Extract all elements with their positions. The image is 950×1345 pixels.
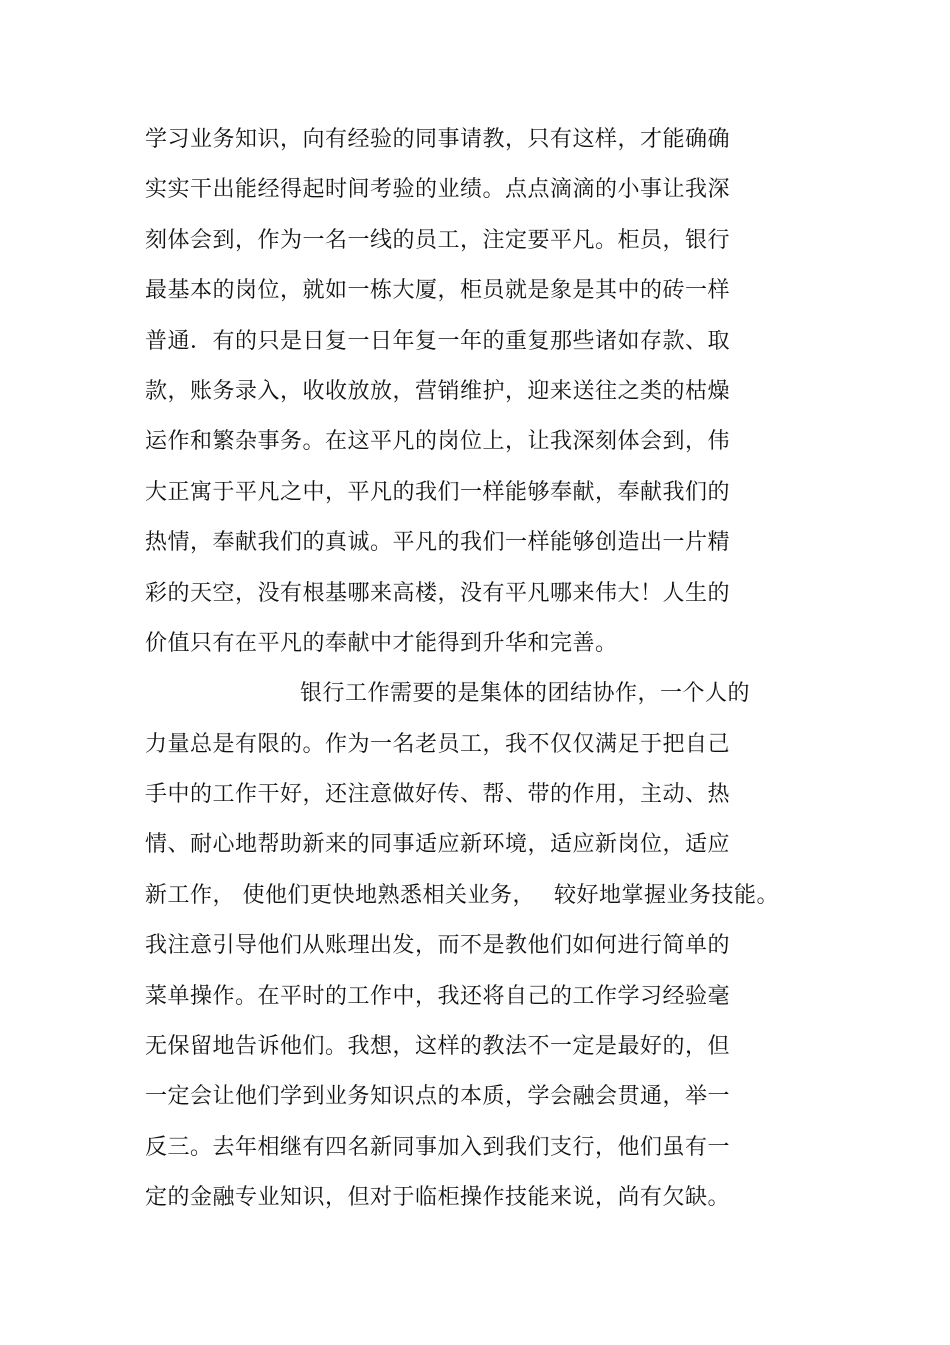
text-line: 情、耐心地帮助新来的同事适应新环境，适应新岗位，适应 xyxy=(145,832,731,858)
text-line: 最基本的岗位，就如一栋大厦，柜员就是象是其中的砖一样 xyxy=(145,278,731,304)
text-line: 运作和繁杂事务。在这平凡的岗位上，让我深刻体会到，伟 xyxy=(145,429,731,455)
text-line: 我注意引导他们从账理出发，而不是教他们如何进行简单的 xyxy=(145,933,731,959)
text-line: 定的金融专业知识，但对于临柜操作技能来说，尚有欠缺。 xyxy=(145,1185,731,1211)
text-line: 彩的天空，没有根基哪来高楼，没有平凡哪来伟大！人生的 xyxy=(145,580,731,606)
text-line: 菜单操作。在平时的工作中，我还将自己的工作学习经验毫 xyxy=(145,983,731,1009)
text-line: 学习业务知识，向有经验的同事请教，只有这样，才能确确 xyxy=(145,127,731,152)
body-text xyxy=(145,118,805,1227)
text-line: 普通．有的只是日复一日年复一年的重复那些诸如存款、取 xyxy=(145,328,731,354)
text-line: 款，账务录入，收收放放，营销维护，迎来送往之类的枯燥 xyxy=(145,378,731,404)
text-line: 一定会让他们学到业务知识点的本质，学会融会贯通，举一 xyxy=(145,1084,731,1110)
paragraph-start-line: 银行工作需要的是集体的团结协作，一个人的 xyxy=(300,681,751,707)
text-line: 手中的工作干好，还注意做好传、帮、带的作用，主动、热 xyxy=(145,782,731,808)
text-line: 反三。去年相继有四名新同事加入到我们支行，他们虽有一 xyxy=(145,1134,731,1160)
text-line: 力量总是有限的。作为一名老员工，我不仅仅满足于把自己 xyxy=(145,731,731,757)
text-line: 新工作， 使他们更快地熟悉相关业务， 较好地掌握业务技能。 xyxy=(145,882,779,908)
text-line: 无保留地告诉他们。我想，这样的教法不一定是最好的，但 xyxy=(145,1034,731,1060)
text-line: 实实干出能经得起时间考验的业绩。点点滴滴的小事让我深 xyxy=(145,177,731,203)
text-line: 热情，奉献我们的真诚。平凡的我们一样能够创造出一片精 xyxy=(145,530,731,556)
text-line: 价值只有在平凡的奉献中才能得到升华和完善。 xyxy=(145,630,618,656)
text-line: 大正寓于平凡之中，平凡的我们一样能够奉献，奉献我们的 xyxy=(145,479,731,505)
text-line: 刻体会到，作为一名一线的员工，注定要平凡。柜员，银行 xyxy=(145,227,731,253)
